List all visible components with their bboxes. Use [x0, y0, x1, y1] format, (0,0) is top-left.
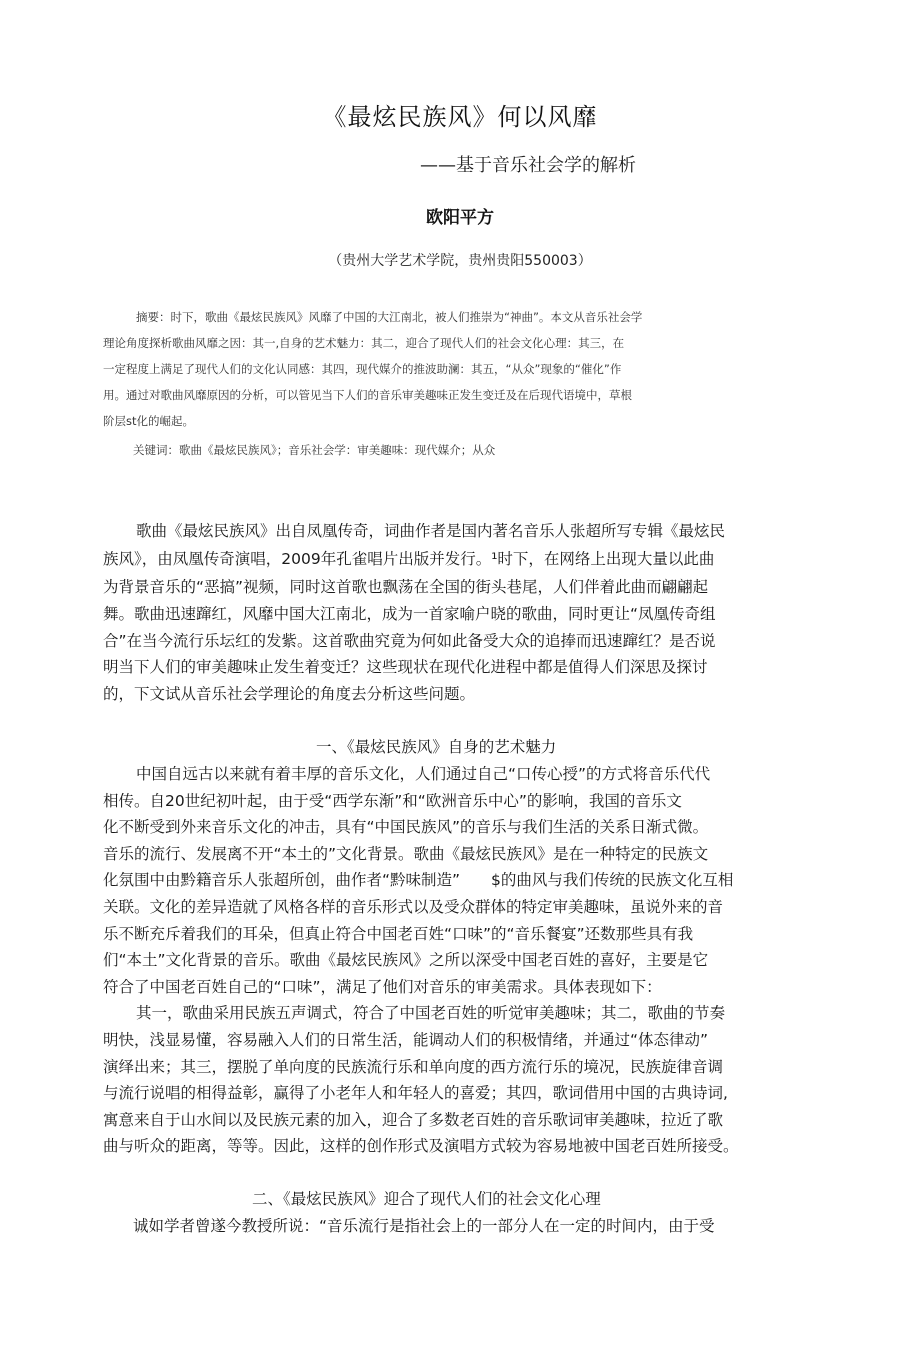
section1-line: 音乐的流行、发展离不开“本土的”文化背景。歌曲《最炫民族风》是在一种特定的民族文 — [103, 845, 709, 863]
paper-title: 《最炫民族风》何以风靡 — [322, 103, 598, 131]
section-heading: 二、《最炫民族风》迎合了现代人们的社会文化心理 — [252, 1190, 601, 1208]
keywords-line: 关键词：歌曲《最炫民族风》；音乐社会学：审美趣味：现代媒介；从众 — [133, 443, 496, 457]
section1-line: 与流行说唱的相得益彰，赢得了小老年人和年轻人的喜爱；其四，歌词借用中国的古典诗词, — [103, 1084, 728, 1102]
author-affiliation: （贵州大学艺术学院，贵州贵阳550003） — [328, 253, 592, 269]
intro-line: 明当下人们的审美趣味止发生着变迁？这些现状在现代化进程中都是值得人们深思及探讨 — [103, 658, 708, 676]
section1-line: 明快，浅显易懂，容易融入人们的日常生活，能调动人们的积极情绪，并通过“体态律动” — [103, 1031, 709, 1049]
section1-line: 曲与听众的距离，等等。因此，这样的创作形式及演唱方式较为容易地被中国老百姓所接受。 — [103, 1137, 739, 1155]
abstract-line: 理论角度探析歌曲风靡之因：其一,自身的艺术魅力：其二，迎合了现代人们的社会文化心理：其三，在 — [103, 336, 625, 350]
section1-line: 们“本土”文化背景的音乐。歌曲《最炫民族风》之所以深受中国老百姓的喜好，主要是它 — [103, 951, 709, 969]
section1-line: 乐不断充斥着我们的耳朵，但真止符合中国老百姓“口味”的“音乐餐宴”还数那些具有我 — [103, 925, 694, 943]
intro-line: 的，下文试从音乐社会学理论的角度去分析这些问题。 — [103, 685, 476, 703]
abstract-line: 阶层st化的崛起。 — [103, 414, 194, 428]
intro-line: 歌曲《最炫民族风》出自凤凰传奇，词曲作者是国内著名音乐人张超所写专辑《最炫民 — [136, 522, 726, 540]
paper-subtitle: ——基于音乐社会学的解析 — [420, 155, 636, 176]
section1-line: 其一，歌曲采用民族五声调式，符合了中国老百姓的听觉审美趣味；其二，歌曲的节奏 — [136, 1004, 726, 1022]
section1-line: 关联。文化的差异造就了风格各样的音乐形式以及受众群体的特定审美趣味，虽说外来的音 — [103, 898, 724, 916]
section1-line: 中国自远古以来就有着丰厚的音乐文化，人们通过自己“口传心授”的方式将音乐代代 — [136, 765, 711, 783]
section2-line: 诚如学者曾遂今教授所说：“音乐流行是指社会上的一部分人在一定的时间内，由于受 — [133, 1217, 715, 1235]
section1-line: 化不断受到外来音乐文化的冲击，具有“中国民族风”的音乐与我们生活的关系日渐式微。 — [103, 818, 709, 836]
section1-line: 化氛围中由黔籍音乐人张超所创，曲作者“黔味制造” $的曲风与我们传统的民族文化互相 — [103, 871, 734, 889]
abstract-line: 用。通过对歌曲风靡原因的分析，可以管见当下人们的音乐审美趣味正发生变迁及在后现代语境中，草根 — [103, 388, 632, 402]
intro-line: 合”在当今流行乐坛红的发紫。这首歌曲究竟为何如此备受大众的追捧而迅速蹿红？是否说 — [103, 632, 716, 650]
section1-line: 演绎出来；其三，摆脱了单向度的民族流行乐和单向度的西方流行乐的境况，民族旋律音调 — [103, 1058, 724, 1076]
section1-line: 符合了中国老百姓自己的“口味”，满足了他们对音乐的审美需求。具体表现如下： — [103, 978, 662, 996]
section-heading: 一、《最炫民族风》自身的艺术魅力 — [316, 738, 557, 756]
intro-line: 舞。歌曲迅速蹿红，风靡中国大江南北，成为一首家喻户晓的歌曲，同时更让“凤凰传奇组 — [103, 605, 716, 623]
abstract-line: 摘要：时下，歌曲《最炫民族风》风靡了中国的大江南北，被人们推崇为“神曲”。本文从音乐社会学 — [136, 310, 643, 324]
intro-line: 为背景音乐的“恶搞”视频，同时这首歌也飘荡在全国的街头巷尾，人们伴着此曲而翩翩起 — [103, 578, 709, 596]
intro-line: 族风》，由凤凰传奇演唱，2009年孔雀唱片出版并发行。¹时下，在网络上出现大量以此曲 — [103, 550, 715, 568]
section1-line: 相传。自20世纪初叶起，由于受“西学东渐”和“欧洲音乐中心”的影响，我国的音乐文 — [103, 792, 682, 810]
section1-line: 寓意来自于山水间以及民族元素的加入，迎合了多数老百姓的音乐歌词审美趣味，拉近了歌 — [103, 1111, 724, 1129]
abstract-line: 一定程度上满足了现代人们的文化认同感：其四，现代媒介的推波助澜：其五，“从众”现象的“催化”作 — [103, 362, 622, 376]
author-name: 欧阳平方 — [426, 208, 494, 228]
